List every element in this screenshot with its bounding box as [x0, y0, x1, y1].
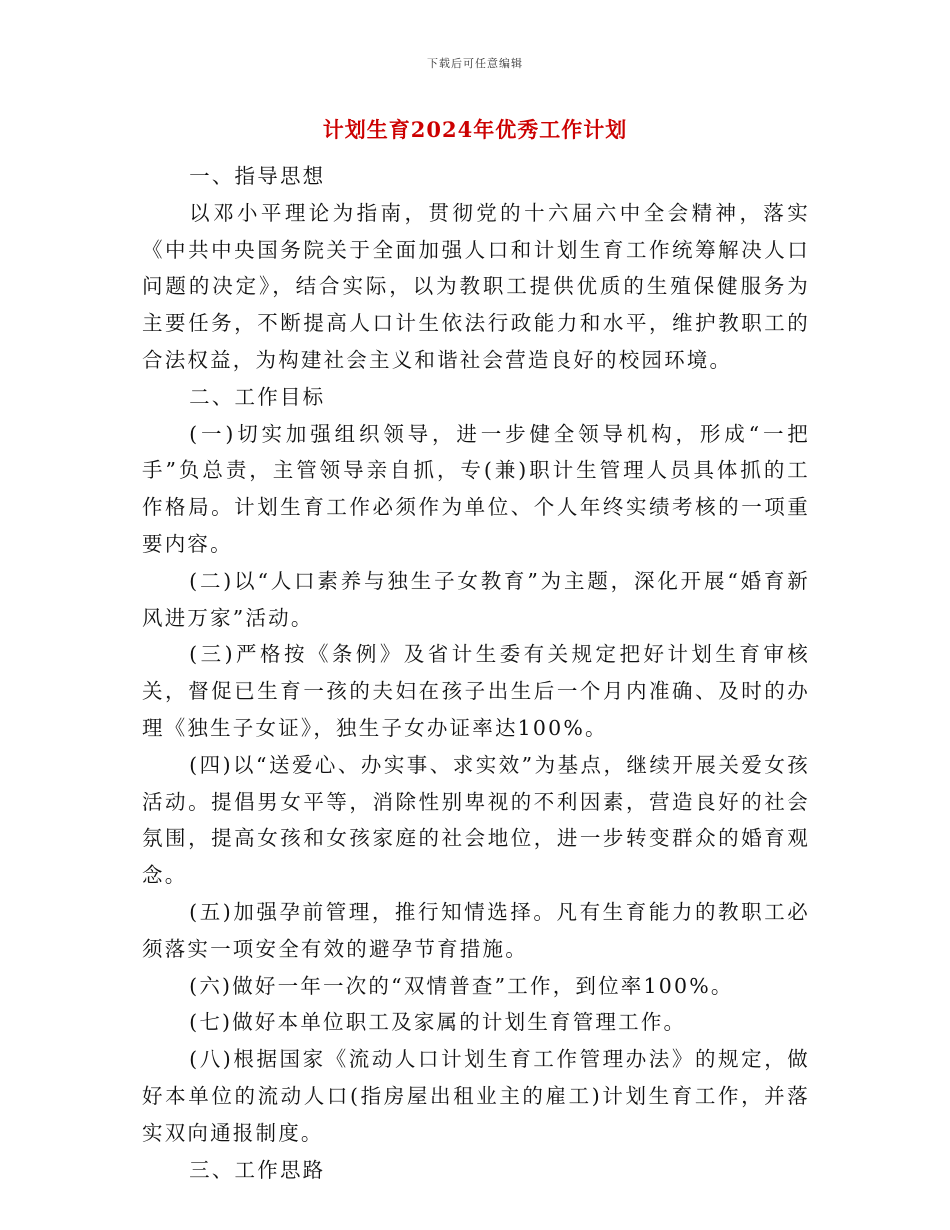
document-body	[142, 158, 810, 1188]
paragraph-goal-6: (六)做好一年一次的“双情普查”工作，到位率100%。	[189, 973, 734, 998]
section-heading-work-approach: 三、工作思路	[189, 1157, 326, 1182]
paragraph-goal-4: (四)以“送爱心、办实事、求实效”为基点，继续开展关爱女孩活动。提倡男女平等，消除性别卑视的不利因素，营造良好的社会氛围，提高女孩和女孩家庭的社会地位，进一步转变群众的婚育观念。	[142, 752, 810, 888]
paragraph-goal-7: (七)做好本单位职工及家属的计划生育管理工作。	[189, 1010, 687, 1035]
paragraph-goal-5: (五)加强孕前管理，推行知情选择。凡有生育能力的教职工必须落实一项安全有效的避孕节育措施。	[142, 899, 810, 961]
paragraph-goal-1: (一)切实加强组织领导，进一步健全领导机构，形成“一把手”负总责，主管领导亲自抓，专(兼)职计生管理人员具体抓的工作格局。计划生育工作必须作为单位、个人年终实绩考核的一项重要内容。	[142, 421, 810, 556]
paragraph-goal-2: (二)以“人口素养与独生子女教育”为主题，深化开展“婚育新风进万家”活动。	[142, 568, 810, 630]
document-title: 计划生育2024年优秀工作计划	[322, 117, 628, 142]
section-heading-work-goals: 二、工作目标	[189, 384, 326, 409]
section-heading-guiding-ideology: 一、指导思想	[189, 164, 326, 188]
paragraph: 以邓小平理论为指南，贯彻党的十六届六中全会精神，落实《中共中央国务院关于全面加强人口和计划生育工作统筹解决人口问题的决定》，结合实际，以为教职工提供优质的生殖保健服务为主要任务，不断提高人口计生依法行政能力和水平，维护教职工的合法权益，为构建社会主义和谐社会营造良好的校园环境。	[142, 200, 810, 372]
header-note: 下载后可任意编辑	[427, 57, 523, 70]
paragraph-goal-8: (八)根据国家《流动人口计划生育工作管理办法》的规定，做好本单位的流动人口(指房屋出租业主的雇工)计划生育工作，并落实双向通报制度。	[142, 1047, 810, 1145]
paragraph-goal-3: (三)严格按《条例》及省计生委有关规定把好计划生育审核关，督促已生育一孩的夫妇在孩子出生后一个月内准确、及时的办理《独生子女证》，独生子女办证率达100%。	[142, 642, 810, 740]
